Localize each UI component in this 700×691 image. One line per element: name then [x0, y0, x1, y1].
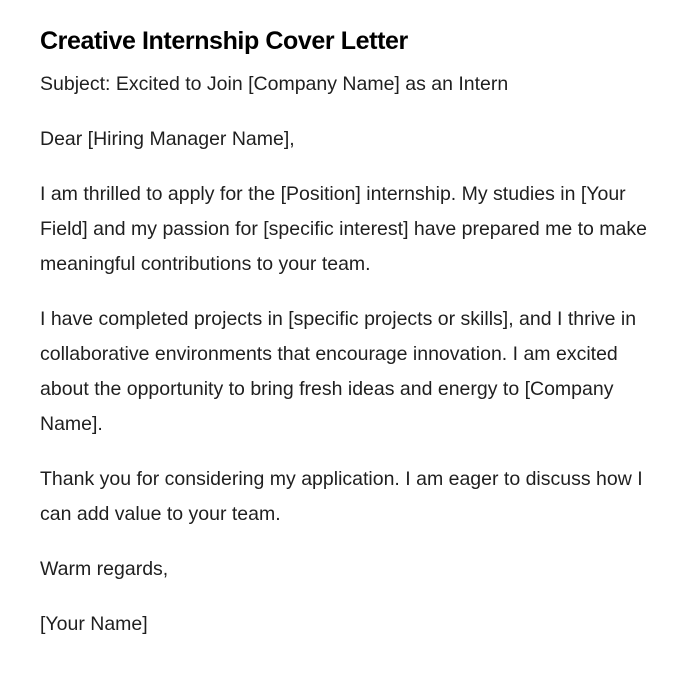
salutation: Dear [Hiring Manager Name],: [40, 128, 295, 150]
body-paragraph-experience: I have completed projects in [specific projects or skills], and I thrive in collaborative environments that encourage innovation. I am excited about the opportunity to bring fresh ideas and energy to [Company Name].: [40, 308, 637, 435]
body-paragraph-intro: I am thrilled to apply for the [Position] internship. My studies in [Your Field] and my passion for [specific interest] have prepared me to make meaningful contributions to your team.: [40, 183, 647, 275]
body-paragraph-thanks: Thank you for considering my application. I am eager to discuss how I can add value to your team.: [40, 468, 643, 525]
closing: Warm regards,: [40, 558, 169, 580]
subject-line: Subject: Excited to Join [Company Name] as an Intern: [40, 73, 509, 95]
cover-letter-document: [40, 26, 660, 662]
document-title: Creative Internship Cover Letter: [40, 27, 408, 55]
signature: [Your Name]: [40, 613, 148, 635]
